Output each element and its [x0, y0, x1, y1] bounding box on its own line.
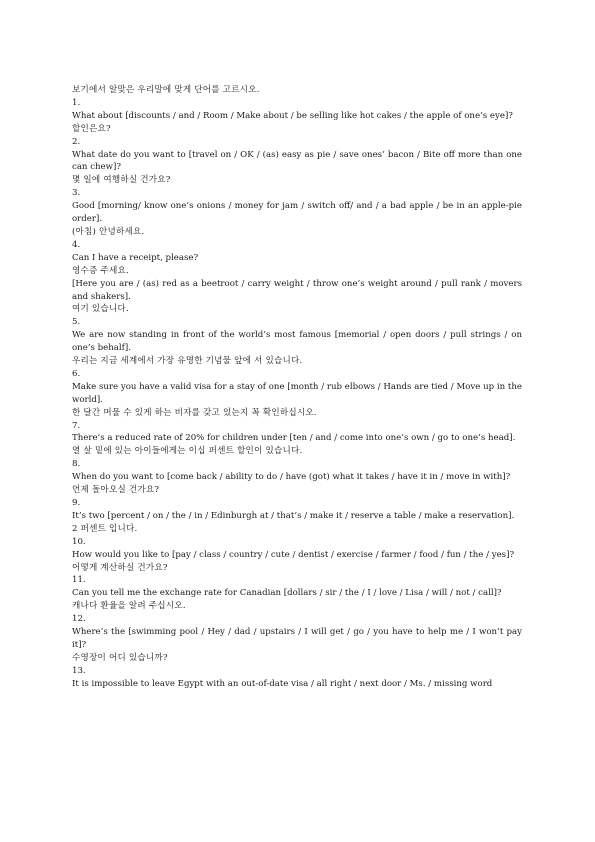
worksheet-page [72, 84, 522, 691]
question-number: 5. [72, 317, 81, 328]
english-response: [Here you are / (as) red as a beetroot / carry weight / throw one’s weight around / pull rank / movers and shakers]. [72, 278, 522, 302]
korean-translation: 우리는 지금 세계에서 가장 유명한 기념물 앞에 서 있습니다. [72, 356, 303, 367]
question-number: 11. [72, 575, 86, 586]
korean-translation: 한 달간 머물 수 있게 하는 비자를 갖고 있는지 꼭 확인하십시오. [72, 407, 317, 418]
question-number: 2. [72, 136, 81, 147]
question-item [72, 458, 522, 497]
korean-translation: 할인은요? [72, 123, 111, 134]
korean-translation: 어떻게 계산하실 건가요? [72, 562, 168, 573]
english-sentence: Good [morning/ know one’s onions / money for jam / switch off/ and / a bad apple / be in an apple-pie order]. [72, 201, 522, 225]
korean-translation: 2 퍼센트 입니다. [72, 523, 138, 534]
question-item [72, 136, 522, 188]
question-item [72, 420, 522, 459]
english-sentence: Can you tell me the exchange rate for Canadian [dollars / sir / the / I / love / Lisa / will / not / call]? [72, 588, 502, 599]
english-sentence: We are now standing in front of the world’s most famous [memorial / open doors / pull strings / on one’s behalf]. [72, 330, 522, 354]
question-item [72, 665, 522, 691]
english-sentence: Where’s the [swimming pool / Hey / dad / upstairs / I will get / go / you have to help me / I won’t pay it]? [72, 627, 522, 650]
question-number: 6. [72, 368, 81, 379]
question-number: 12. [72, 614, 86, 625]
question-item [72, 536, 522, 575]
question-item [72, 239, 522, 316]
question-item [72, 368, 522, 420]
korean-translation: 열 살 밑에 있는 아이들에게는 이십 퍼센트 할인이 있습니다. [72, 446, 303, 457]
question-number: 1. [72, 97, 81, 108]
question-number: 4. [72, 239, 81, 250]
english-sentence: What date do you want to [travel on / OK / (as) easy as pie / save ones’ bacon / Bite off more than one can chew]? [72, 149, 522, 173]
question-item [72, 497, 522, 536]
question-item [72, 97, 522, 136]
korean-translation: 몇 일에 여행하실 건가요? [72, 175, 171, 186]
korean-translation: 캐나다 환율을 알려 주십시오. [72, 601, 186, 612]
english-sentence: What about [discounts / and / Room / Make about / be selling like hot cakes / the apple of one’s eye]? [72, 110, 513, 121]
english-sentence: How would you like to [pay / class / country / cute / dentist / exercise / farmer / food / fun / the / yes]? [72, 549, 515, 560]
question-number: 9. [72, 498, 81, 508]
question-number: 7. [72, 420, 81, 431]
korean-response: 여기 있습니다. [72, 304, 129, 315]
instruction-text: 보기에서 알맞은 우리말에 맞게 단어를 고르시오. [72, 85, 260, 95]
english-sentence: Can I have a receipt, please? [72, 252, 199, 263]
korean-translation: 영수증 주세요. [72, 265, 129, 276]
question-item [72, 187, 522, 239]
korean-translation: (아침) 안녕하세요. [72, 226, 145, 237]
english-sentence: It is impossible to leave Egypt with an out-of-date visa / all right / next door / Ms. / missing word [72, 678, 493, 689]
english-sentence: When do you want to [come back / ability to do / have (got) what it takes / have it in / move in with]? [72, 472, 511, 483]
english-sentence: There’s a reduced rate of 20% for children under [ten / and / come into one’s own / go to one’s head]. [72, 433, 516, 444]
question-number: 8. [72, 459, 81, 470]
question-number: 10. [72, 536, 86, 547]
question-list [72, 97, 522, 691]
korean-translation: 언제 돌아오실 건가요? [72, 485, 160, 496]
korean-translation: 수영장이 어디 있습니까? [72, 652, 168, 663]
question-item [72, 613, 522, 665]
question-item [72, 316, 522, 368]
english-sentence: It’s two [percent / on / the / in / Edinburgh at / that’s / make it / reserve a table / make a reservation]. [72, 510, 515, 521]
question-item [72, 574, 522, 613]
english-sentence: Make sure you have a valid visa for a stay of one [month / rub elbows / Hands are tied / Move up in the world]. [72, 381, 522, 405]
question-number: 3. [72, 188, 81, 199]
question-number: 13. [72, 665, 86, 676]
